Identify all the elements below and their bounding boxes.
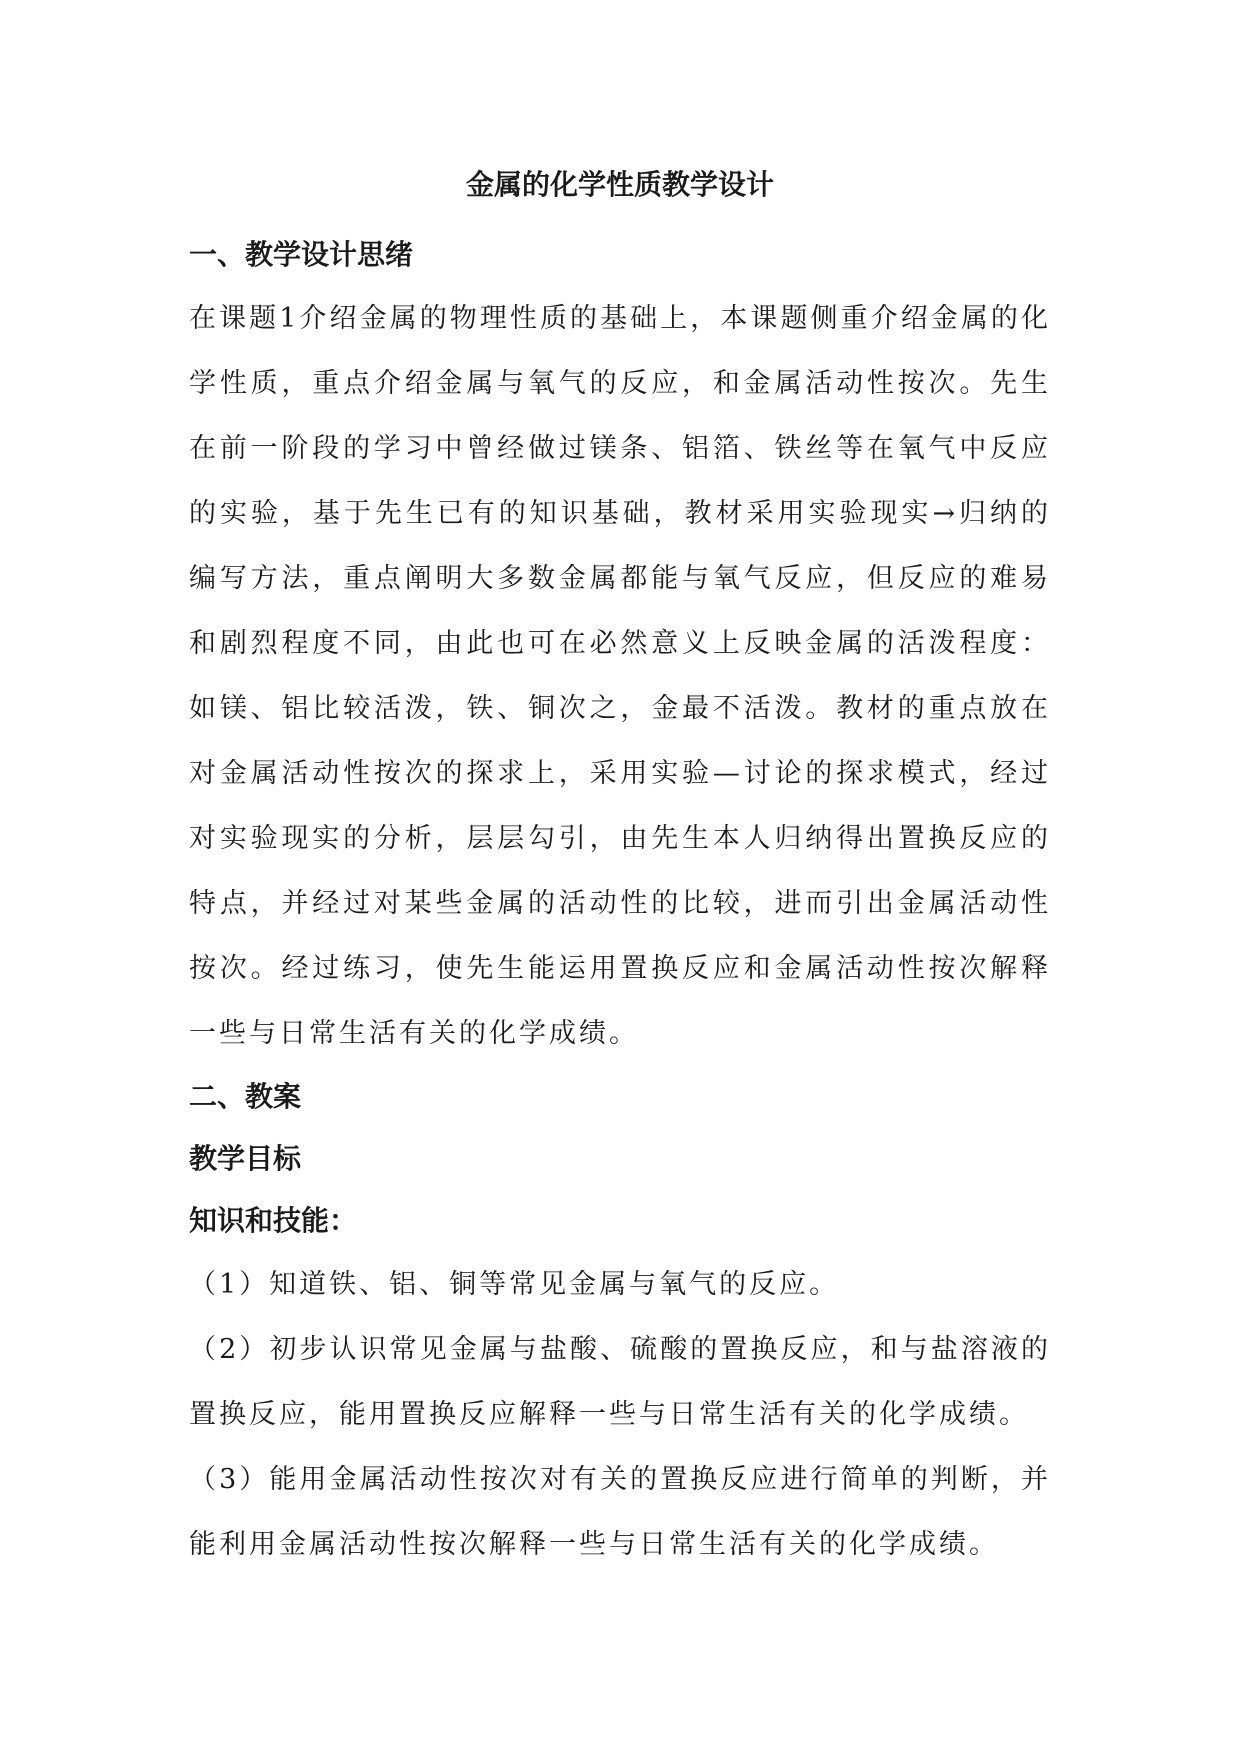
goal-item-1: （1）知道铁、铝、铜等常见金属与氧气的反应。 bbox=[189, 1269, 840, 1300]
goal-item-2: （2）初步认识常见金属与盐酸、硫酸的置换反应，和与盐溶液的置换反应，能用置换反应解释一些与日常生活有关的化学成绩。 bbox=[189, 1334, 1051, 1430]
subheading-knowledge-skills: 知识和技能： bbox=[189, 1204, 358, 1237]
subheading-teaching-goals: 教学目标 bbox=[189, 1142, 302, 1175]
section-heading-lesson-plan: 二、教案 bbox=[189, 1080, 302, 1113]
section-heading-design-thinking: 一、教学设计思绪 bbox=[189, 238, 414, 271]
document-body bbox=[189, 158, 1051, 1577]
goal-item-3: （3）能用金属活动性按次对有关的置换反应进行简单的判断，并能利用金属活动性按次解释一些与日常生活有关的化学成绩。 bbox=[189, 1464, 1051, 1560]
document-title: 金属的化学性质教学设计 bbox=[465, 168, 774, 201]
design-thinking-paragraph: 在课题1介绍金属的物理性质的基础上，本课题侧重介绍金属的化学性质，重点介绍金属与氧气的反应，和金属活动性按次。先生在前一阶段的学习中曾经做过镁条、铝箔、铁丝等在氧气中反应的实验，基于先生已有的知识基础，教材采用实验现实→归纳的编写方法，重点阐明大多数金属都能与氧气反应，但反应的难易和剧烈程度不同，由此也可在必然意义上反映金属的活泼程度：如镁、铝比较活泼，铁、铜次之，金最不活泼。教材的重点放在对金属活动性按次的探求上，采用实验—讨论的探求模式，经过对实验现实的分析，层层勾引，由先生本人归纳得出置换反应的特点，并经过对某些金属的活动性的比较，进而引出金属活动性按次。经过练习，使先生能运用置换反应和金属活动性按次解释一些与日常生活有关的化学成绩。 bbox=[189, 303, 1051, 1049]
